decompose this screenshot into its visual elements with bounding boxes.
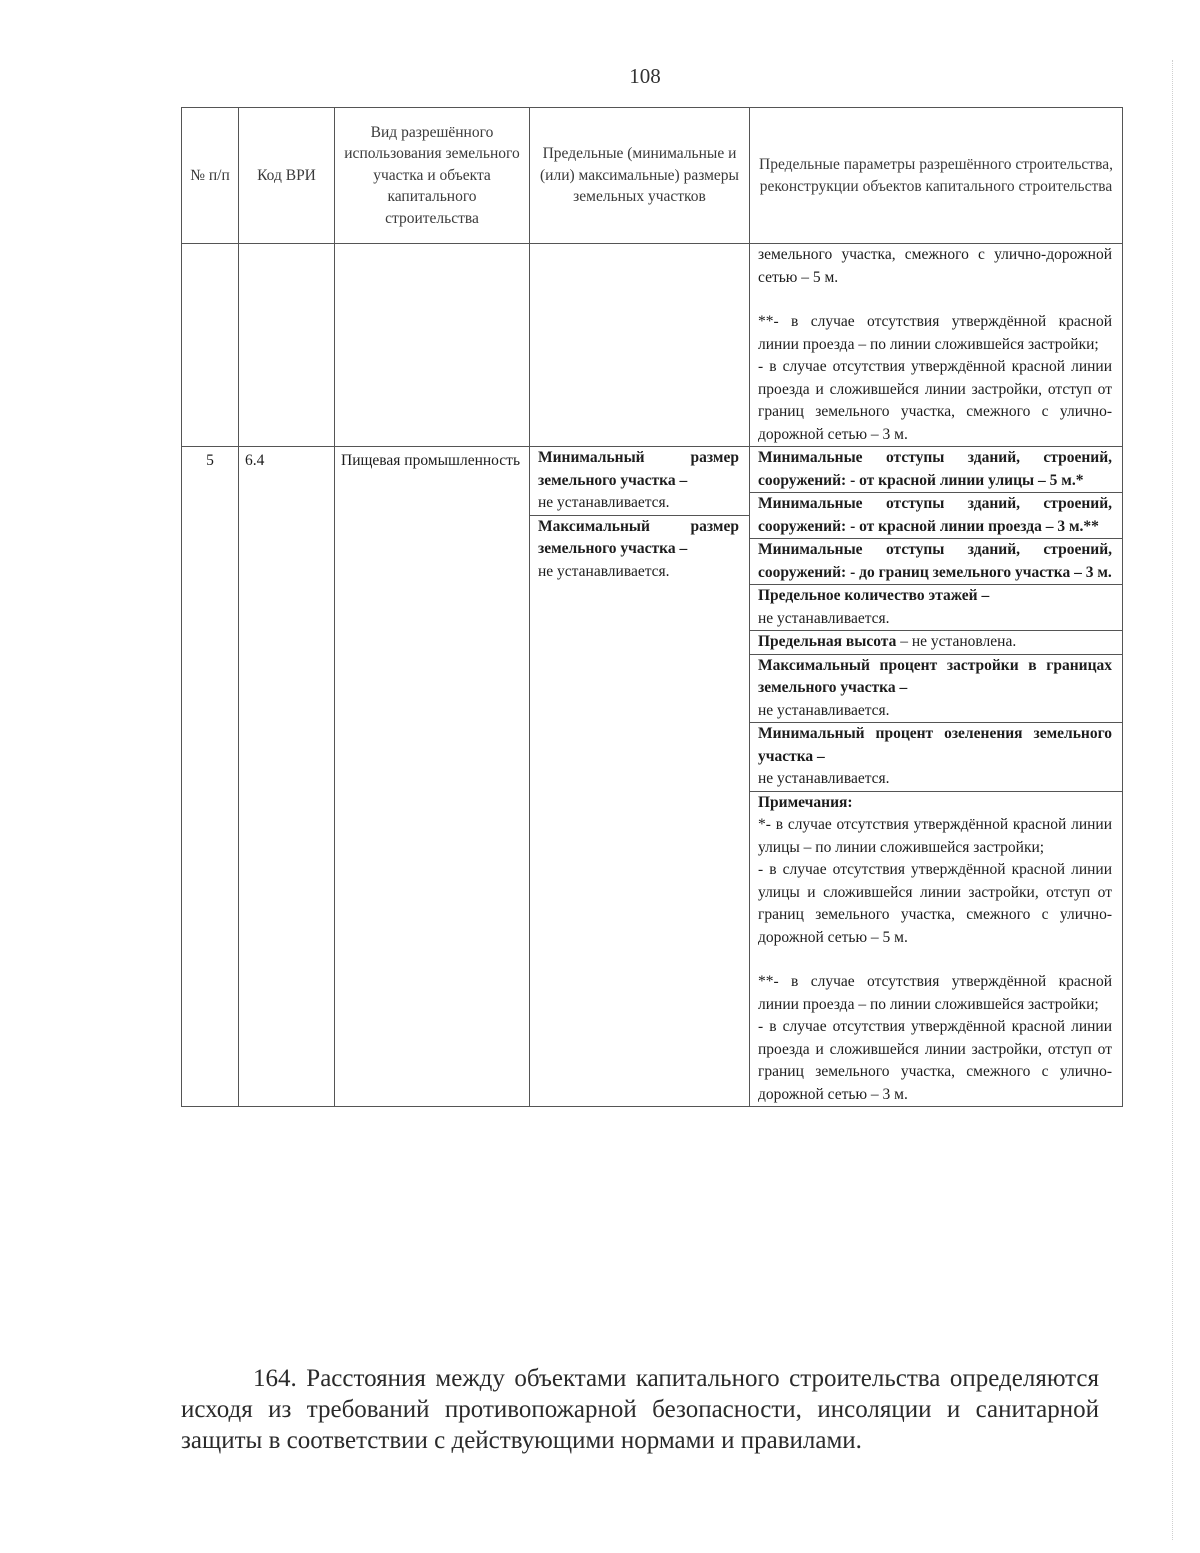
param-bold-text: Предельная высота [758, 633, 897, 650]
param-min-greenery [750, 723, 1122, 792]
param-value: не устанавливается. [758, 609, 890, 627]
min-plot-size-value: не устанавливается. [538, 494, 670, 511]
page-number: 108 [629, 64, 661, 88]
param-value: не устанавливается. [758, 770, 890, 787]
max-plot-size-value: не устанавливается. [538, 562, 670, 580]
note-line: - в случае отсутствия утверждённой красной линии улицы и сложившейся линии застройки, отступ от границ земельного участка, смежного с улично-дорожной сетью – 5 м. [758, 861, 1112, 946]
note-line: *- в случае отсутствия утверждённой красной линии улицы – по линии сложившейся застройки; [758, 816, 1112, 856]
param-bold-text: Минимальный процент озеленения земельного участка – [758, 725, 1112, 765]
continuation-cell [750, 244, 1123, 447]
param-value: – не установлена. [896, 633, 1017, 650]
row-use-type: Пищевая промышленность [335, 447, 530, 1107]
param-bold-text: Минимальные отступы зданий, строений, сооружений: - до границ земельного участка – 3 м. [758, 541, 1112, 581]
scan-edge-line [1172, 60, 1173, 1540]
table-row-continuation [182, 244, 1123, 447]
header-row-number: № п/п [182, 108, 239, 244]
note-line: - в случае отсутствия утверждённой красной линии проезда и сложившейся линии застройки, отступ от границ земельного участка, смежного с улично-дорожной сетью – 3 м. [758, 1018, 1112, 1103]
min-plot-size-label: Минимальный размер земельного участка – [538, 449, 739, 489]
row-code: 6.4 [239, 447, 335, 1107]
param-max-coverage [750, 655, 1122, 724]
notes-block [750, 792, 1122, 1107]
row-build-params [750, 447, 1123, 1107]
param-bold-text: Максимальный процент застройки в границах земельного участка – [758, 656, 1112, 696]
continuation-line: **- в случае отсутствия утверждённой красной линии проезда – по линии сложившейся застройки; [758, 313, 1112, 353]
max-plot-size [530, 515, 749, 584]
note-line: **- в случае отсутствия утверждённой красной линии проезда – по линии сложившейся застройки; [758, 973, 1112, 1013]
header-plot-sizes: Предельные (минимальные и (или) максимальные) размеры земельных участков [530, 108, 750, 244]
max-plot-size-label: Максимальный размер земельного участка – [538, 517, 739, 557]
param-setback-street [750, 447, 1122, 493]
param-bold-text: Минимальные отступы зданий, строений, сооружений: - от красной линии улицы – 5 м.* [758, 449, 1112, 489]
header-use-type: Вид разрешённого использования земельного участка и объекта капитального строительства [335, 108, 530, 244]
header-build-params: Предельные параметры разрешённого строительства, реконструкции объектов капитального строительства [750, 108, 1123, 244]
land-use-rules-table [181, 107, 1123, 1107]
table-row-5 [182, 447, 1123, 1107]
param-bold-text: Минимальные отступы зданий, строений, сооружений: - от красной линии проезда – 3 м.** [758, 495, 1112, 535]
paragraph-164: 164. Расстояния между объектами капитального строительства определяются исходя из требований противопожарной безопасности, инсоляции и санитарной защиты в соответствии с действующими нормами и правилами. [181, 1365, 1099, 1454]
continuation-line: земельного участка, смежного с улично-дорожной сетью – 5 м. [758, 246, 1112, 286]
param-setback-boundary [750, 539, 1122, 585]
param-bold-text: Предельное количество этажей – [758, 587, 990, 604]
param-floors [750, 585, 1122, 631]
min-plot-size [530, 447, 749, 515]
notes-title: Примечания: [758, 793, 853, 811]
param-height [750, 631, 1122, 655]
header-code: Код ВРИ [239, 108, 335, 244]
table-header-row [182, 108, 1123, 244]
row-number: 5 [182, 447, 239, 1107]
continuation-line: - в случае отсутствия утверждённой красной линии проезда и сложившейся линии застройки, отступ от границ земельного участка, смежного с улично-дорожной сетью – 3 м. [758, 358, 1112, 443]
param-setback-driveway [750, 493, 1122, 539]
param-value: не устанавливается. [758, 701, 890, 719]
row-plot-sizes [530, 447, 750, 1107]
